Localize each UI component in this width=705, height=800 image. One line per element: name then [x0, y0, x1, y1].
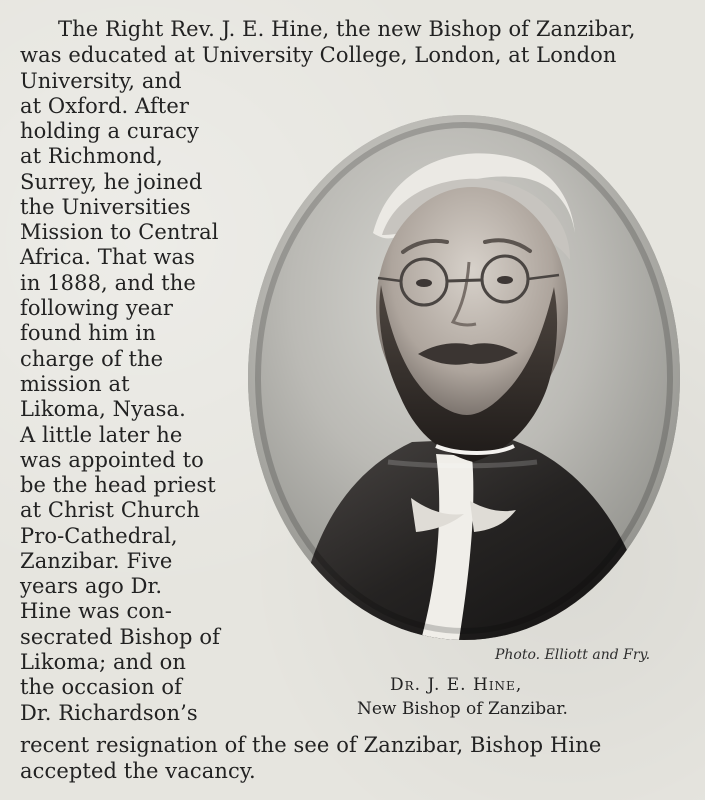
article-line-5: holding a curacy	[20, 119, 199, 143]
article-line-16: Likoma, Nyasa.	[20, 397, 186, 421]
article-line-15: mission at	[20, 372, 130, 396]
article-line-30: accepted the vacancy.	[20, 759, 256, 783]
article-line-23: years ago Dr.	[20, 574, 163, 598]
article-line-27: the occasion of	[20, 675, 183, 699]
article-line-10: Africa. That was	[20, 245, 195, 269]
article-line-22: Zanzibar. Five	[20, 549, 173, 573]
article-line-20: at Christ Church	[20, 498, 200, 522]
portrait-name: Dr. J. E. Hine,	[390, 675, 523, 695]
article-line-8: the Universities	[20, 195, 191, 219]
article-line-7: Surrey, he joined	[20, 170, 203, 194]
article-line-19: be the head priest	[20, 473, 216, 497]
article-line-3: University, and	[20, 69, 182, 93]
portrait-photo	[248, 115, 680, 640]
portrait-title: New Bishop of Zanzibar.	[357, 699, 568, 719]
article-line-25: secrated Bishop of	[20, 625, 220, 649]
article-line-21: Pro-Cathedral,	[20, 524, 178, 548]
photo-credit: Photo. Elliott and Fry.	[495, 647, 651, 663]
article-line-6: at Richmond,	[20, 144, 163, 168]
article-line-13: found him in	[20, 321, 156, 345]
article-line-24: Hine was con-	[20, 599, 172, 623]
article-line-1: The Right Rev. J. E. Hine, the new Bishop of Zanzibar,	[58, 17, 636, 41]
article-line-17: A little later he	[20, 423, 183, 447]
article-line-2: was educated at University College, London, at London	[20, 43, 617, 67]
portrait-image	[248, 115, 680, 640]
portrait-oval-frame	[248, 115, 680, 640]
article-line-12: following year	[20, 296, 174, 320]
article-line-9: Mission to Central	[20, 220, 219, 244]
article-line-26: Likoma; and on	[20, 650, 186, 674]
article-line-4: at Oxford. After	[20, 94, 190, 118]
article-line-14: charge of the	[20, 347, 164, 371]
article-line-29: recent resignation of the see of Zanzibar, Bishop Hine	[20, 733, 602, 757]
article-line-28: Dr. Richardson’s	[20, 701, 198, 725]
article-line-18: was appointed to	[20, 448, 204, 472]
article-line-11: in 1888, and the	[20, 271, 196, 295]
